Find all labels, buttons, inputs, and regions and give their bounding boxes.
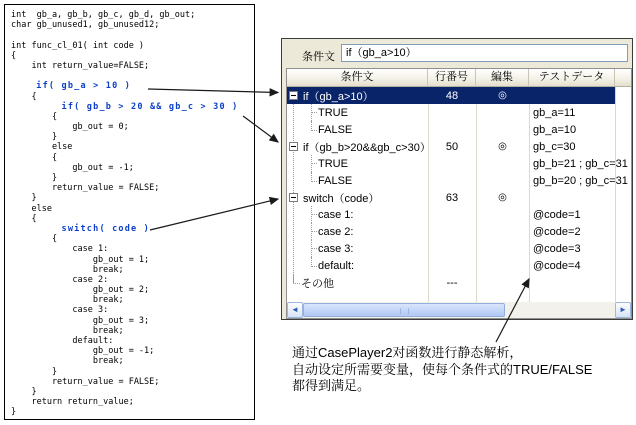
table-row[interactable] bbox=[287, 87, 615, 104]
table-row[interactable] bbox=[287, 206, 615, 223]
condition-text: switch（code） bbox=[303, 192, 380, 205]
test-data: gb_b=20 ; gb_c=31 bbox=[533, 174, 628, 187]
code-line: } bbox=[11, 173, 58, 183]
table-row[interactable] bbox=[287, 223, 615, 240]
annotation-text bbox=[292, 345, 628, 395]
code-line: else bbox=[11, 142, 73, 153]
code-line: break; bbox=[11, 295, 124, 306]
listview-header bbox=[287, 69, 631, 87]
code-line: } bbox=[11, 386, 37, 397]
scroll-right-button[interactable]: ► bbox=[615, 302, 631, 318]
condition-text: TRUE bbox=[318, 157, 348, 170]
code-line: { bbox=[11, 234, 58, 245]
tree-branch-icon bbox=[311, 104, 318, 121]
code-line: default: bbox=[11, 336, 114, 346]
scroll-left-button[interactable]: ◄ bbox=[287, 302, 303, 318]
code-line bbox=[11, 71, 238, 81]
caseplayer-condition-panel bbox=[281, 38, 633, 320]
code-line: gb_out = 0; bbox=[11, 122, 129, 133]
edit-mark: ◎ bbox=[498, 90, 507, 101]
condition-text: default: bbox=[318, 259, 355, 272]
column-header[interactable]: 編集 bbox=[476, 69, 529, 87]
code-line: } bbox=[11, 407, 17, 418]
line-number: 50 bbox=[445, 140, 459, 153]
code-line: gb_out = -1; bbox=[11, 162, 134, 173]
code-line: gb_out = 2; bbox=[11, 285, 150, 296]
column-header[interactable]: テストデータ bbox=[529, 69, 615, 87]
condition-text: FALSE bbox=[318, 123, 353, 136]
code-line: { bbox=[11, 213, 37, 224]
column-divider bbox=[615, 87, 616, 302]
collapse-icon[interactable] bbox=[289, 142, 298, 151]
tree-branch-icon bbox=[311, 223, 318, 240]
tree-branch-icon bbox=[311, 172, 317, 182]
code-line: } bbox=[11, 193, 37, 204]
condition-listview bbox=[286, 68, 632, 319]
edit-mark: ◎ bbox=[498, 192, 507, 203]
table-row[interactable] bbox=[287, 172, 628, 189]
tree-branch-icon bbox=[311, 257, 317, 267]
code-line: case 2: bbox=[11, 274, 109, 285]
test-data: gb_b=21 ; gb_c=31 bbox=[533, 157, 628, 170]
code-line: else bbox=[11, 203, 52, 214]
test-data: gb_a=10 bbox=[533, 123, 577, 136]
code-line: gb_out = 3; bbox=[11, 315, 150, 326]
code-line: break; bbox=[11, 325, 124, 336]
tree-branch-icon bbox=[311, 240, 318, 257]
table-row[interactable] bbox=[287, 240, 615, 257]
edit-mark: ◎ bbox=[498, 141, 507, 152]
column-header[interactable]: 行番号 bbox=[428, 69, 476, 87]
condition-text: case 2: bbox=[318, 225, 354, 238]
code-line bbox=[11, 30, 238, 40]
tree-branch-icon bbox=[311, 155, 318, 172]
code-line: break; bbox=[11, 356, 124, 367]
code-line: if( gb_a > 10 ) bbox=[11, 81, 132, 92]
code-line: switch( code ) bbox=[11, 223, 150, 234]
source-code-panel bbox=[4, 4, 255, 420]
table-row[interactable] bbox=[287, 257, 615, 274]
scrollbar-track[interactable] bbox=[505, 302, 615, 318]
collapse-icon[interactable] bbox=[289, 193, 298, 202]
condition-text: if（gb_a>10） bbox=[303, 90, 374, 103]
column-header[interactable]: 条件文 bbox=[287, 69, 428, 87]
table-row[interactable] bbox=[287, 189, 615, 206]
test-data: @code=4 bbox=[533, 259, 581, 272]
code-line: char gb_unused1, gb_unused12; bbox=[11, 20, 160, 31]
code-line: { bbox=[11, 50, 17, 61]
line-number: 63 bbox=[445, 191, 459, 204]
test-data: @code=3 bbox=[533, 242, 581, 255]
code-line: case 1: bbox=[11, 244, 109, 255]
code-line: break; bbox=[11, 264, 124, 275]
code-line: { bbox=[11, 152, 58, 163]
table-row[interactable] bbox=[287, 104, 615, 121]
code-line: } bbox=[11, 132, 58, 143]
code-line: case 3: bbox=[11, 305, 109, 316]
code-line: { bbox=[11, 91, 37, 102]
code-line: gb_out = -1; bbox=[11, 346, 155, 357]
code-line: gb_out = 1; bbox=[11, 254, 150, 265]
condition-field-label: 条件文 bbox=[302, 51, 335, 63]
column-header-filler bbox=[615, 69, 631, 87]
condition-text: case 1: bbox=[318, 208, 354, 221]
annotation-line: 自动设定所需要变量，使每个条件式的TRUE/FALSE bbox=[292, 361, 593, 377]
table-row[interactable] bbox=[287, 138, 615, 155]
code-line: int return_value=FALSE; bbox=[11, 60, 150, 71]
code-line: int func_cl_01( int code ) bbox=[11, 40, 145, 51]
condition-input[interactable]: if（gb_a>10） bbox=[341, 44, 628, 62]
table-row[interactable] bbox=[287, 155, 628, 172]
collapse-icon[interactable] bbox=[289, 91, 298, 100]
line-number: 48 bbox=[445, 89, 459, 102]
test-data: @code=2 bbox=[533, 225, 581, 238]
tree-branch-icon bbox=[311, 121, 317, 131]
code-line: { bbox=[11, 111, 58, 122]
test-data: gb_c=30 bbox=[533, 140, 576, 153]
condition-text: FALSE bbox=[318, 174, 353, 187]
code-line: int gb_a, gb_b, gb_c, gb_d, gb_out; bbox=[11, 10, 196, 20]
test-data: gb_a=11 bbox=[533, 106, 576, 119]
code-line: } bbox=[11, 366, 58, 377]
condition-text: TRUE bbox=[318, 106, 348, 119]
table-row[interactable] bbox=[287, 274, 615, 291]
horizontal-scrollbar[interactable] bbox=[287, 302, 631, 318]
table-body bbox=[287, 87, 631, 302]
test-data: @code=1 bbox=[533, 208, 581, 221]
condition-text: if（gb_b>20&&gb_c>30） bbox=[303, 141, 431, 154]
tree-branch-icon bbox=[293, 274, 300, 284]
code-line: if( gb_b > 20 && gb_c > 30 ) bbox=[11, 101, 239, 112]
tree-branch-icon bbox=[311, 206, 318, 223]
annotation-line: 都得到满足。 bbox=[292, 378, 371, 393]
code-line: return_value = FALSE; bbox=[11, 183, 160, 194]
table-row[interactable] bbox=[287, 121, 615, 138]
code-line: return return_value; bbox=[11, 397, 134, 408]
annotation-line: 通过CasePlayer2对函数进行静态解析， bbox=[292, 345, 523, 360]
line-number: --- bbox=[446, 276, 458, 289]
scrollbar-thumb[interactable] bbox=[303, 303, 505, 317]
condition-text: その他 bbox=[301, 277, 334, 290]
code-line: return_value = FALSE; bbox=[11, 376, 160, 387]
condition-text: case 3: bbox=[318, 242, 354, 255]
code-lines bbox=[11, 10, 238, 418]
